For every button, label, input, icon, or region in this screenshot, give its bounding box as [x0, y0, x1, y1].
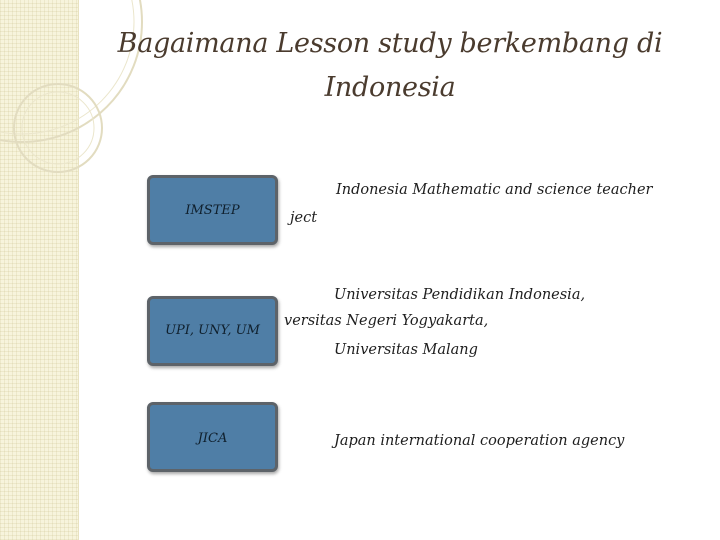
title-line-1: Bagaimana Lesson study berkembang di [117, 28, 663, 59]
box-upi-uny-um [147, 296, 278, 366]
slide-title [100, 22, 680, 110]
box-imstep [147, 175, 278, 245]
desc-upi-line-1: Universitas Pendidikan Indonesia, [334, 287, 586, 303]
desc-upi-line-3: Universitas Malang [334, 342, 478, 358]
box-label-imstep: IMSTEP [185, 203, 240, 218]
box-label-jica: JICA [197, 431, 228, 446]
box-jica [147, 402, 278, 472]
desc-imstep-line-1: Indonesia Mathematic and science teacher [336, 182, 653, 198]
title-line-2: Indonesia [324, 72, 456, 103]
desc-imstep-line-2: ject [290, 210, 318, 226]
box-label-upi-uny-um: UPI, UNY, UM [165, 323, 260, 338]
desc-upi-line-2: versitas Negeri Yogyakarta, [284, 313, 489, 329]
desc-jica-line-1: Japan international cooperation agency [334, 433, 625, 449]
